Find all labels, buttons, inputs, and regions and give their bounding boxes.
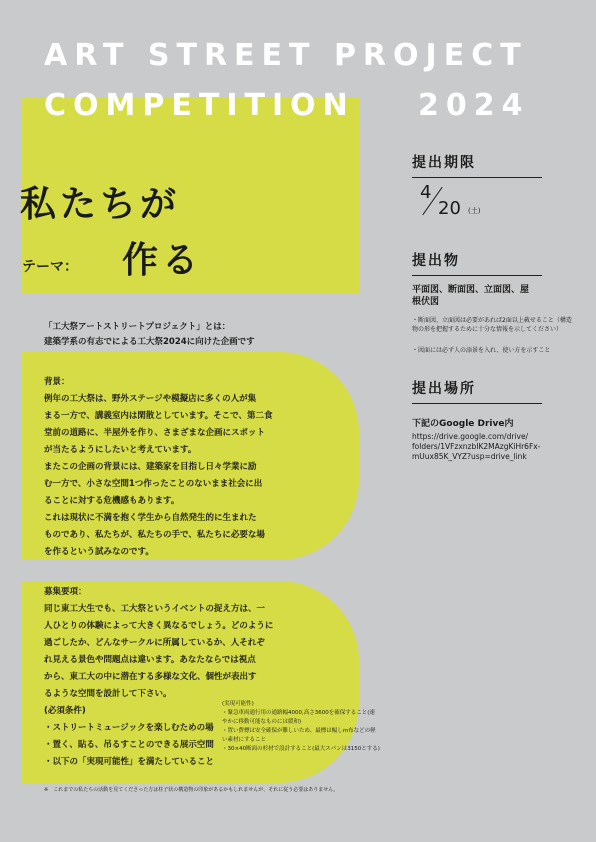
submission-note-1: ・断面図、立面図は必要があれば2面以上載せること（構造物の形を把握するために十分な情報を示してください）	[412, 317, 572, 333]
feasibility-line: ・置い費標は安全確保が難しいため、最標は幅しm布などの軽	[222, 728, 376, 734]
submission-items: 平面図、断面図、立面図、屋根伏図	[412, 285, 530, 307]
deadline-date	[420, 182, 530, 222]
requirements-line: 人ひとりの体験によって大きく異なるでしょう。どのように	[44, 621, 274, 631]
theme-label: テーマ：	[22, 259, 78, 275]
deadline-heading: 提出期限	[412, 152, 542, 178]
background-line: まる一方で、講義室内は閑散としています。そこで、第二食	[44, 411, 273, 421]
requirements-line: るような空間を設計して下さい。	[44, 689, 172, 699]
title-year: 2024	[418, 88, 530, 123]
drive-link[interactable]	[412, 432, 572, 462]
background-line: 堂前の道路に、半屋外を作り、さまざまな企画にスポット	[44, 428, 266, 438]
title-line-1: ART STREET PROJECT	[44, 38, 528, 73]
feasibility-line: やかに移動可能なものには緩和)	[222, 719, 302, 725]
requirements-line: れ見える景色や問題点は違います。あなたならでは視点	[44, 655, 256, 665]
drive-link-line-2[interactable]: folders/1VFzxnzbIK2MAzgKiHr6Fx-	[412, 442, 541, 451]
background-heading: 背景：	[44, 377, 70, 387]
submission-note-2: ・図面には必ず人の添景を入れ、使い方を示すこと	[412, 347, 551, 354]
intro-line-1: 「工大祭アートストリートプロジェクト」とは：	[44, 322, 231, 332]
requirements-line: 過ごしたか、どんなサークルに所属しているか、人それぞ	[44, 638, 265, 648]
background-line: ることに対する危機感もあります。	[44, 496, 180, 506]
background-line: またこの企画の背景には、建築家を目指し日々学業に励	[44, 462, 257, 472]
condition-item: ・置く、貼る、吊るすことのできる展示空間	[44, 740, 214, 750]
deadline-weekday: (土)	[468, 207, 481, 215]
requirements-heading: 募集要項：	[44, 587, 87, 597]
theme-main: 私たちが	[20, 184, 181, 225]
deadline-month: 4	[420, 182, 432, 203]
condition-item: ・ストリートミュージックを楽しむための場	[44, 723, 214, 733]
condition-item: ・以下の「実現可能性」を満たしていること	[44, 757, 215, 767]
background-section	[44, 374, 272, 561]
drive-link-line-1[interactable]: https://drive.google.com/drive/	[412, 432, 529, 441]
requirements-line: から、東工大の中に潜在する多様な文化、個性が表出す	[44, 672, 257, 682]
feasibility-line: い素材にすること	[222, 737, 267, 743]
title-line-2: COMPETITION	[44, 88, 355, 123]
background-line: を作るという試みなのです。	[44, 547, 154, 557]
feasibility-line: ・30×40断面の杉材で設計すること(最大スパンは3150とする)	[222, 746, 380, 752]
requirements-line: 同じ東工大生でも、工大祭というイベントの捉え方は、一	[44, 604, 266, 614]
theme-verb: 作る	[122, 240, 203, 281]
footnote: ※ これまでの私たちの活動を見てくださった方は柱子状の構造物の印象があるかもしれませんが、それに従う必要はありません。	[44, 787, 339, 793]
location-heading: 提出場所	[412, 378, 542, 404]
background-line: これは現状に不満を抱く学生から自然発生的に生まれた	[44, 513, 257, 523]
background-line: ものであり、私たちが、私たちの手で、私たちに必要な場	[44, 530, 265, 540]
background-line: 例年の工大祭は、野外ステージや模擬店に多くの人が集	[44, 394, 257, 404]
deadline-day: 20	[438, 198, 461, 219]
feasibility-heading: (実現可能性)	[222, 701, 254, 707]
intro-line-2: 建築学系の有志でによる工大祭2024に向けた企画です	[44, 337, 255, 347]
background-line: が当たるようにしたいと考えています。	[44, 445, 197, 455]
feasibility-section	[222, 700, 380, 754]
intro-text	[44, 320, 255, 350]
background-line: む一方で、小さな空間1つ作ったことのないまま社会に出	[44, 479, 263, 489]
conditions-heading: (必須条件)	[44, 706, 86, 716]
location-label: 下記のGoogle Drive内	[412, 419, 514, 429]
drive-link-line-3[interactable]: mUux85K_VYZ?usp=drive_link	[412, 452, 527, 461]
feasibility-line: ・緊急車両通行用の通路幅4000,高さ3600を確保すること(速	[222, 710, 375, 716]
submission-heading: 提出物	[412, 250, 542, 276]
